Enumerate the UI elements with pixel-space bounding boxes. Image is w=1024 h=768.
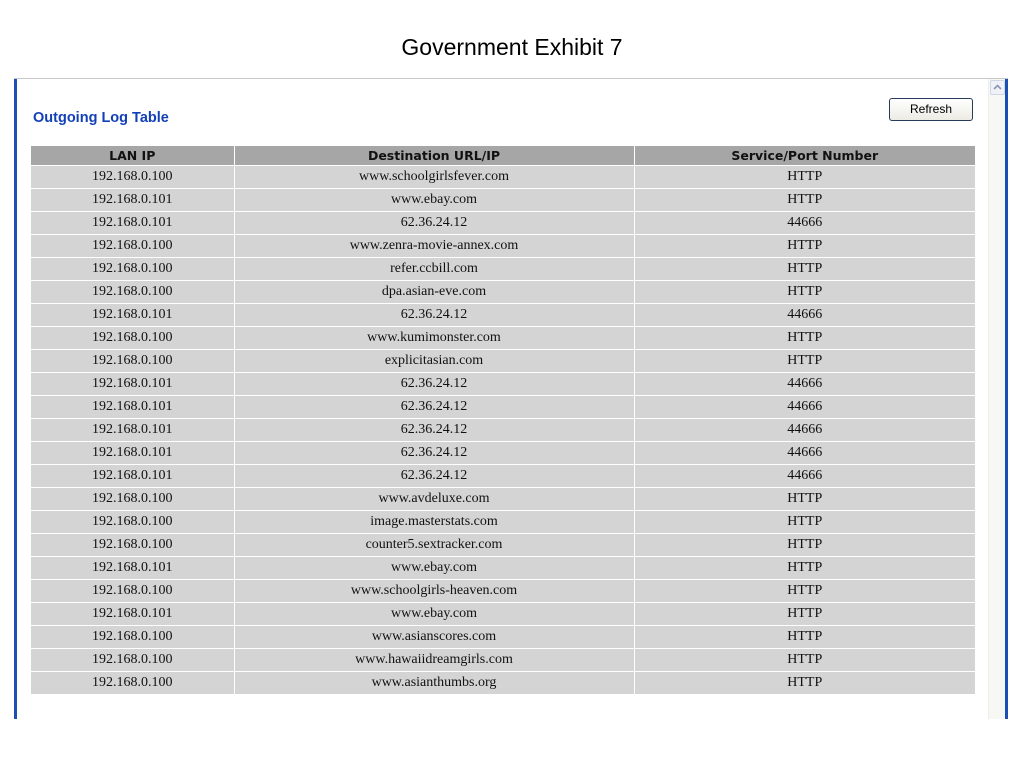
service-port-cell: 44666 — [634, 212, 975, 235]
vertical-scrollbar[interactable] — [988, 79, 1005, 719]
column-header-service-port: Service/Port Number — [634, 146, 975, 166]
service-port-cell: 44666 — [634, 396, 975, 419]
destination-cell: www.kumimonster.com — [234, 327, 634, 350]
lan-ip-cell: 192.168.0.101 — [31, 419, 234, 442]
column-header-lan-ip: LAN IP — [31, 146, 234, 166]
table-row — [31, 281, 975, 304]
lan-ip-cell: 192.168.0.100 — [31, 258, 234, 281]
destination-cell: www.ebay.com — [234, 189, 634, 212]
destination-cell: 62.36.24.12 — [234, 396, 634, 419]
table-row — [31, 327, 975, 350]
destination-cell: www.ebay.com — [234, 557, 634, 580]
service-port-cell: 44666 — [634, 442, 975, 465]
lan-ip-cell: 192.168.0.101 — [31, 189, 234, 212]
table-row — [31, 511, 975, 534]
service-port-cell: HTTP — [634, 327, 975, 350]
frame-right-border — [1005, 79, 1008, 719]
lan-ip-cell: 192.168.0.101 — [31, 557, 234, 580]
service-port-cell: 44666 — [634, 465, 975, 488]
service-port-cell: HTTP — [634, 350, 975, 373]
table-row — [31, 672, 975, 695]
table-row — [31, 235, 975, 258]
table-row — [31, 258, 975, 281]
lan-ip-cell: 192.168.0.101 — [31, 465, 234, 488]
destination-cell: www.asianscores.com — [234, 626, 634, 649]
lan-ip-cell: 192.168.0.101 — [31, 304, 234, 327]
table-row — [31, 419, 975, 442]
table-row — [31, 649, 975, 672]
table-body — [31, 166, 975, 695]
frame-left-border — [14, 79, 17, 719]
lan-ip-cell: 192.168.0.100 — [31, 327, 234, 350]
lan-ip-cell: 192.168.0.100 — [31, 235, 234, 258]
destination-cell: www.zenra-movie-annex.com — [234, 235, 634, 258]
destination-cell: 62.36.24.12 — [234, 373, 634, 396]
service-port-cell: HTTP — [634, 626, 975, 649]
service-port-cell: HTTP — [634, 511, 975, 534]
destination-cell: refer.ccbill.com — [234, 258, 634, 281]
table-row — [31, 442, 975, 465]
table-row — [31, 488, 975, 511]
lan-ip-cell: 192.168.0.100 — [31, 626, 234, 649]
table-row — [31, 396, 975, 419]
service-port-cell: 44666 — [634, 419, 975, 442]
service-port-cell: HTTP — [634, 534, 975, 557]
destination-cell: www.avdeluxe.com — [234, 488, 634, 511]
service-port-cell: HTTP — [634, 189, 975, 212]
service-port-cell: HTTP — [634, 580, 975, 603]
destination-cell: www.ebay.com — [234, 603, 634, 626]
lan-ip-cell: 192.168.0.100 — [31, 580, 234, 603]
lan-ip-cell: 192.168.0.100 — [31, 672, 234, 695]
lan-ip-cell: 192.168.0.101 — [31, 212, 234, 235]
destination-cell: www.asianthumbs.org — [234, 672, 634, 695]
service-port-cell: HTTP — [634, 166, 975, 189]
destination-cell: 62.36.24.12 — [234, 442, 634, 465]
table-header-row — [31, 146, 975, 166]
table-row — [31, 212, 975, 235]
lan-ip-cell: 192.168.0.101 — [31, 442, 234, 465]
table-row — [31, 465, 975, 488]
table-row — [31, 580, 975, 603]
refresh-button[interactable]: Refresh — [889, 98, 973, 121]
destination-cell: image.masterstats.com — [234, 511, 634, 534]
table-row — [31, 166, 975, 189]
table-row — [31, 304, 975, 327]
destination-cell: dpa.asian-eve.com — [234, 281, 634, 304]
column-header-destination: Destination URL/IP — [234, 146, 634, 166]
destination-cell: 62.36.24.12 — [234, 465, 634, 488]
service-port-cell: HTTP — [634, 672, 975, 695]
lan-ip-cell: 192.168.0.100 — [31, 281, 234, 304]
service-port-cell: HTTP — [634, 281, 975, 304]
lan-ip-cell: 192.168.0.101 — [31, 373, 234, 396]
lan-ip-cell: 192.168.0.100 — [31, 649, 234, 672]
destination-cell: www.schoolgirls-heaven.com — [234, 580, 634, 603]
table-row — [31, 350, 975, 373]
scroll-up-button[interactable] — [990, 80, 1005, 95]
destination-cell: www.schoolgirlsfever.com — [234, 166, 634, 189]
router-page-frame — [14, 78, 1008, 718]
destination-cell: 62.36.24.12 — [234, 419, 634, 442]
slide-title: Government Exhibit 7 — [401, 34, 623, 60]
destination-cell: explicitasian.com — [234, 350, 634, 373]
service-port-cell: HTTP — [634, 488, 975, 511]
table-row — [31, 534, 975, 557]
chevron-up-icon — [991, 81, 1004, 94]
service-port-cell: HTTP — [634, 235, 975, 258]
table-row — [31, 603, 975, 626]
lan-ip-cell: 192.168.0.100 — [31, 511, 234, 534]
destination-cell: www.hawaiidreamgirls.com — [234, 649, 634, 672]
service-port-cell: HTTP — [634, 649, 975, 672]
destination-cell: counter5.sextracker.com — [234, 534, 634, 557]
lan-ip-cell: 192.168.0.100 — [31, 534, 234, 557]
lan-ip-cell: 192.168.0.100 — [31, 488, 234, 511]
destination-cell: 62.36.24.12 — [234, 212, 634, 235]
table-row — [31, 373, 975, 396]
service-port-cell: HTTP — [634, 603, 975, 626]
lan-ip-cell: 192.168.0.101 — [31, 396, 234, 419]
destination-cell: 62.36.24.12 — [234, 304, 634, 327]
lan-ip-cell: 192.168.0.101 — [31, 603, 234, 626]
service-port-cell: 44666 — [634, 304, 975, 327]
table-row — [31, 557, 975, 580]
service-port-cell: HTTP — [634, 557, 975, 580]
service-port-cell: 44666 — [634, 373, 975, 396]
page-title: Outgoing Log Table — [33, 110, 169, 126]
service-port-cell: HTTP — [634, 258, 975, 281]
table-row — [31, 626, 975, 649]
outgoing-log-table — [31, 146, 975, 694]
table-row — [31, 189, 975, 212]
lan-ip-cell: 192.168.0.100 — [31, 166, 234, 189]
lan-ip-cell: 192.168.0.100 — [31, 350, 234, 373]
